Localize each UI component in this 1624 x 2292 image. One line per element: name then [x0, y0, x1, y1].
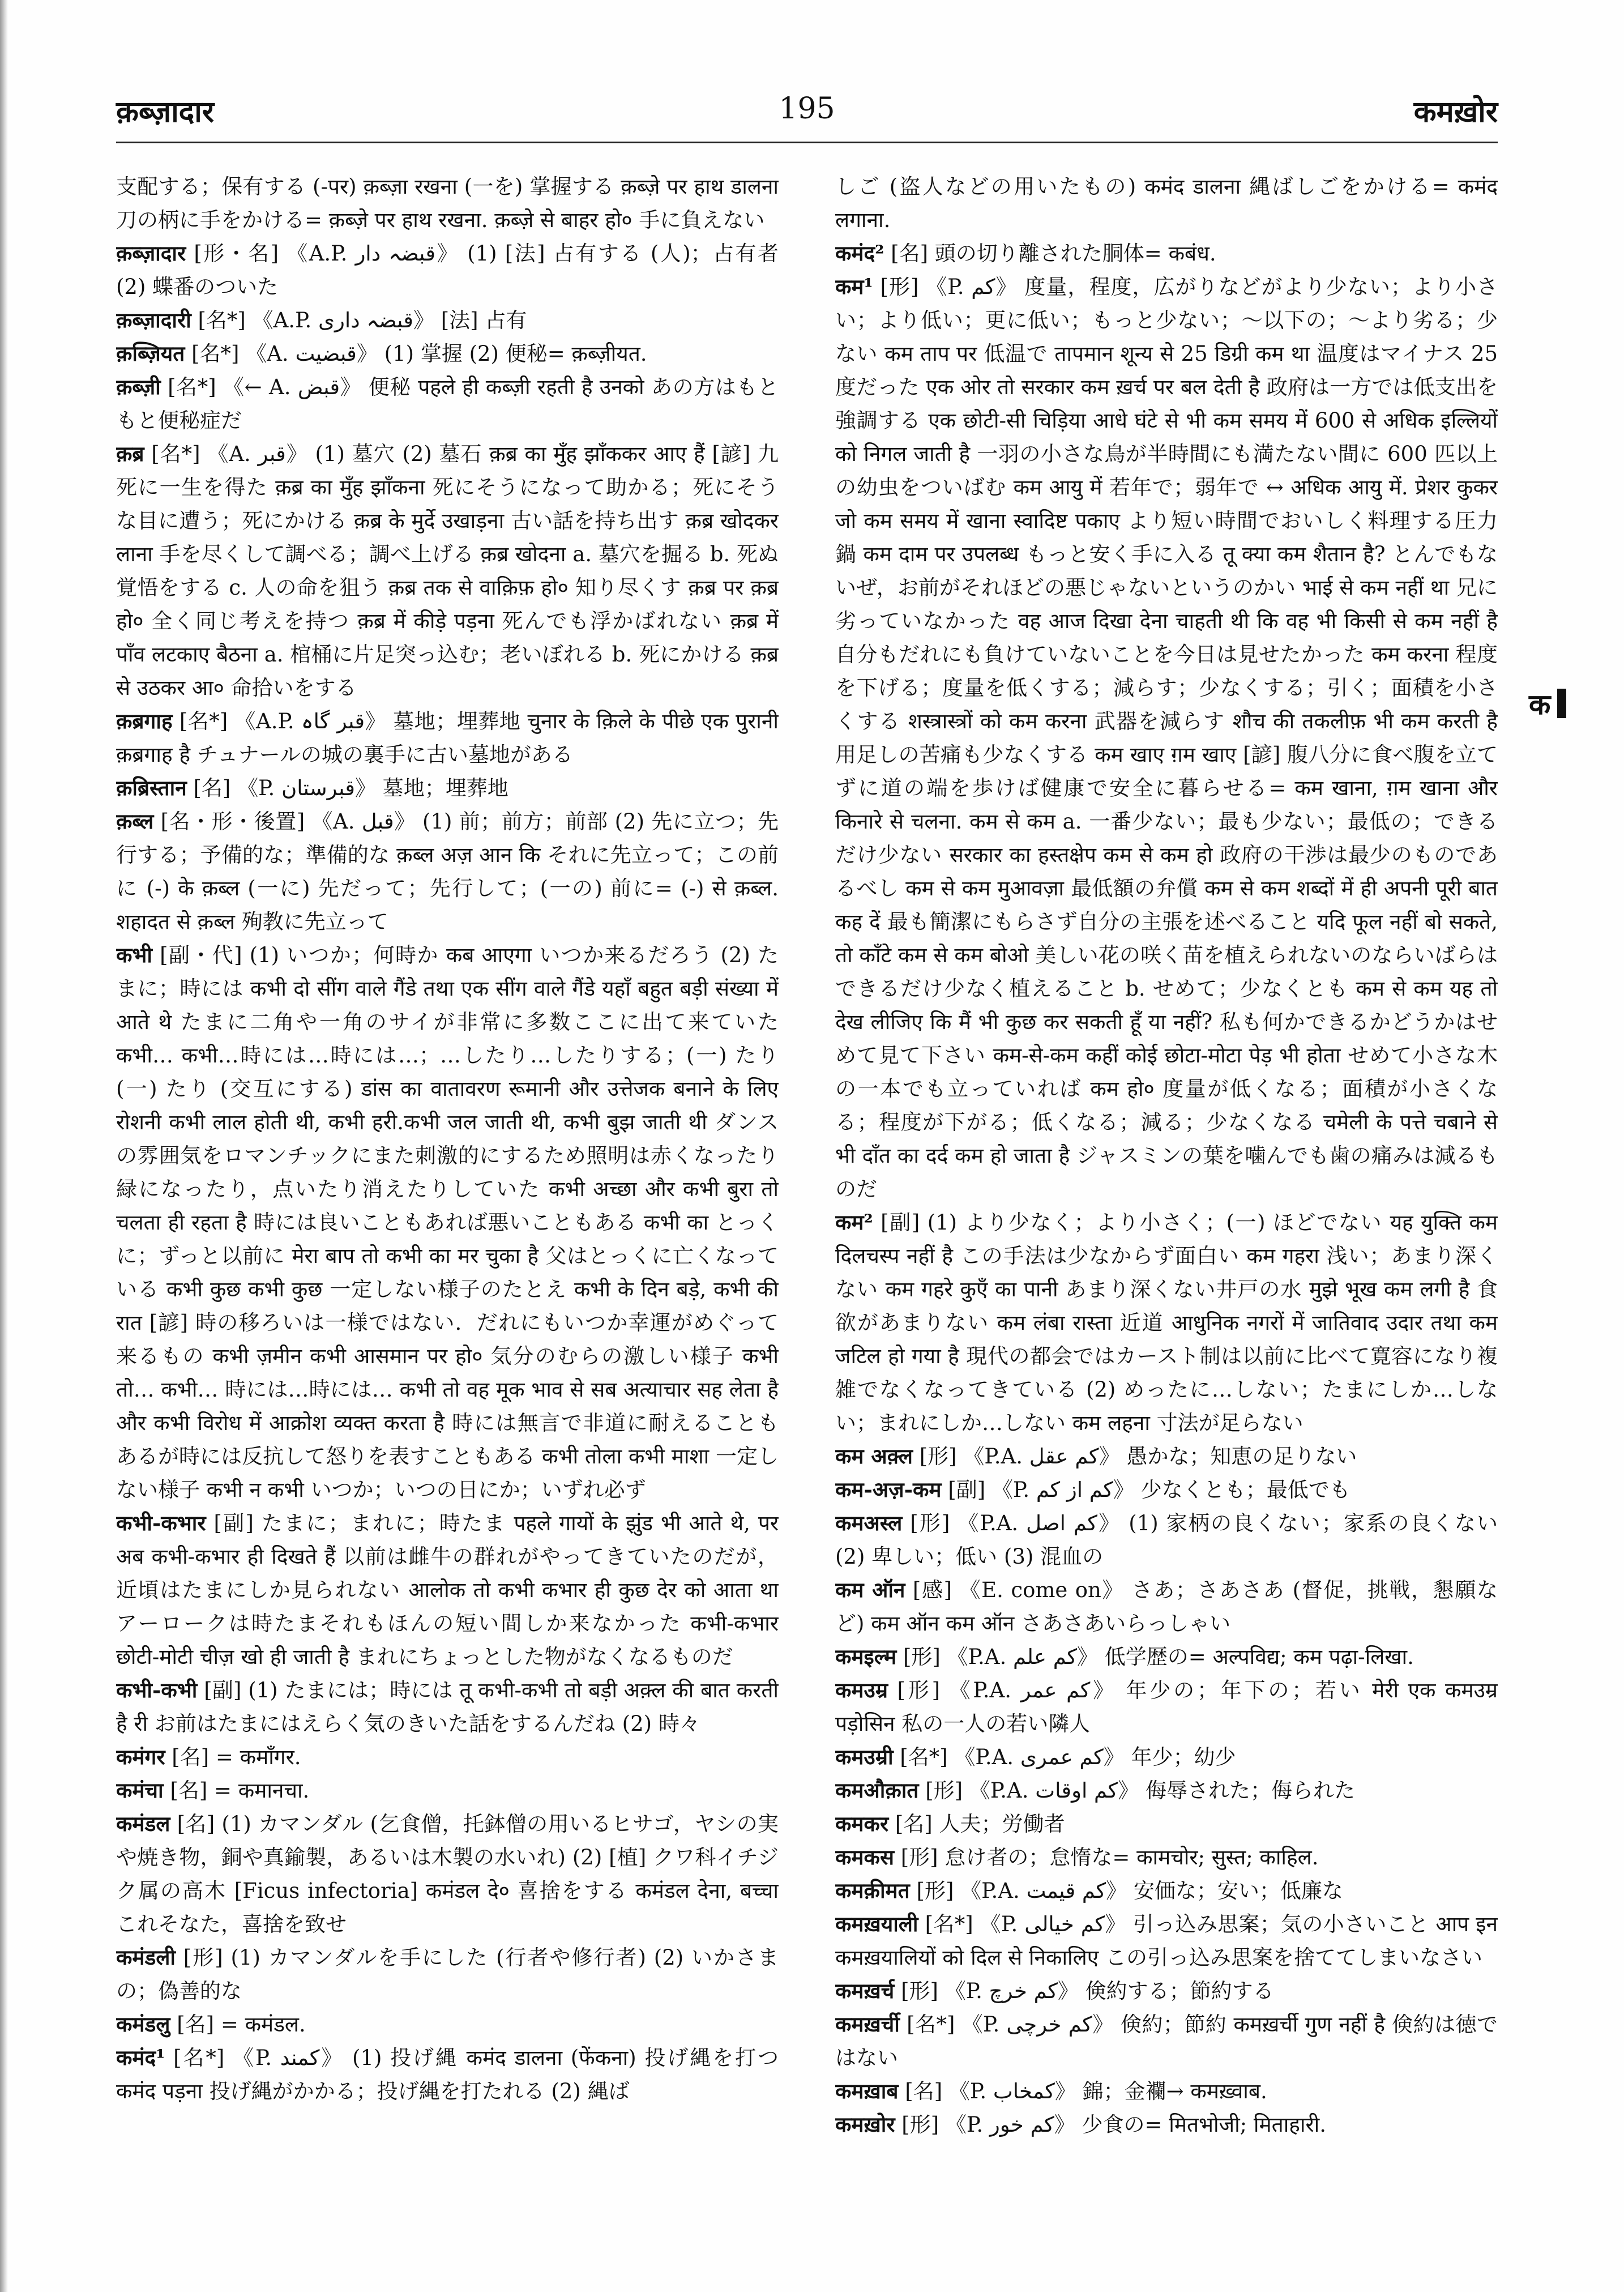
dictionary-entry: [116, 938, 779, 1506]
dictionary-entry: [116, 237, 779, 304]
entry-definition: [名*] 《A.P. قبر گاہ》 墓地；埋葬地 चुनार के क़िले के पीछे एक पुरानी क़ब्रगाह है チュナールの城の裏手に古い墓地がある: [116, 709, 779, 767]
entry-definition: [形] 《P. کم》 度量，程度，広がりなどがより少ない；より小さい；より低い；更に低い；もっと少ない；〜以下の；〜より劣る；少ない कम ताप पर 低温で तापमान शून्य से 25 डिग्री कम था 温度はマイナス 25 度だった एक ओर तो सरकार कम ख़र्च पर बल देती है 政府は一方では低支出を強調する एक छोटी-सी चिड़िया आधे घंटे से भी कम समय में 600 से अधिक इल्लियों को निगल जाती है 一羽の小さな鳥が半時間にも満たない間に 600 匹以上の幼虫をついばむ कम आयु में 若年で；弱年で ↔ अधिक आयु में. प्रेशर कुकर जो कम समय में खाना स्वादिष्ट पकाए より短い時間でおいしく料理する圧力鍋 कम दाम पर उपलब्ध もっと安く手に入る तू क्या कम शैतान है? とんでもないぜ，お前がそれほどの悪じゃないというのかい भाई से कम नहीं था 兄に劣っていなかった वह आज दिखा देना चाहती थी कि वह भी किसी से कम नहीं है 自分もだれにも負けていないことを今日は見せたかった कम करना 程度を下げる；度量を低くする；減らす；少なくする；引く；面積を小さくする शस्त्रास्त्रों को कम करना 武器を減らす शौच की तकलीफ़ भी कम करती है 用足しの苦痛も少なくする कम खाए ग़म खाए [諺] 腹八分に食べ腹を立てずに道の端を歩けば健康で安全に暮らせる= कम खाना, ग़म खाना और किनारे से चलना. कम से कम a. 一番少ない；最も少ない；最低の；できるだけ少ない सरकार का हस्तक्षेप कम से कम हो 政府の干渉は最少のものであるべし कम से कम मुआवज़ा 最低額の弁償 कम से कम शब्दों में ही अपनी पूरी बात कह दें 最も簡潔にもらさず自分の主張を述べること यदि फूल नहीं बो सकते, तो काँटे कम से कम बोओ 美しい花の咲く苗を植えられないのならいばらはできるだけ少なく植えること b. せめて；少なくとも कम से कम यह तो देख लीजिए कि मैं भी कुछ कर सकती हूँ या नहीं? 私も何かできるかどうかはせめて見て下さい कम-से-कम कहीं कोई छोटा-मोटा पेड़ भी होता せめて小さな木の一本でも立っていれば कम हो० 度量が低くなる；面積が小さくなる；程度が下がる；低くなる；減る；少なくなる चमेली के पत्ते चबाने से भी दाँत का दर्द कम हो जाता है ジャスミンの葉を噛んでも歯の痛みは減るものだ: [835, 275, 1498, 1201]
thumb-index-marker: [1557, 689, 1566, 718]
dictionary-entry: [835, 170, 1498, 237]
entry-headword: क़ब्ल: [116, 809, 154, 834]
entry-headword: कमउम्र: [835, 1678, 888, 1702]
dictionary-entry: [116, 771, 779, 805]
dictionary-entry: [116, 170, 779, 237]
entry-definition: [名] 《P. قبرستان》 墓地；埋葬地: [193, 776, 508, 800]
entry-headword: कम ऑन: [835, 1577, 905, 1602]
entry-headword: कम²: [835, 1210, 873, 1235]
entry-definition: [副] 《P. کم از کم》 少なくとも；最低でも: [948, 1478, 1351, 1502]
dictionary-entry: [835, 1807, 1498, 1841]
entry-definition: [感] 《E. come on》 さあ；さあさあ (督促，挑戦，懇願など) कम ऑन कम ऑन さあさあいらっしゃい: [835, 1578, 1498, 1636]
entry-headword: क़ब्रिस्तान: [116, 775, 187, 800]
entry-definition: [名] 人夫；労働者: [895, 1812, 1065, 1836]
dictionary-entry: [835, 1740, 1498, 1774]
entry-headword: कमकस: [835, 1845, 894, 1870]
dictionary-entry: [116, 437, 779, 705]
dictionary-entry: [116, 337, 779, 370]
entry-definition: [名*] 《A. قبضیت》 (1) 掌握 (2) 便秘= क़ब्ज़ीयत.: [191, 342, 647, 366]
entry-definition: [形] 《P.A. کم اصل》 (1) 家柄の良くない；家系の良くない (2) 卑しい；低い (3) 混血の: [835, 1511, 1498, 1569]
entry-headword: क़ब्ज़ियत: [116, 341, 185, 366]
entry-definition: [形] (1) カマンダルを手にした (行者や修行者) (2) いかさまの；偽善的な: [116, 1945, 779, 2003]
right-guide-word: कमख़ोर: [1413, 95, 1498, 129]
entry-headword: कमकर: [835, 1811, 889, 1836]
dictionary-entry: [116, 1506, 779, 1674]
entry-definition: [形] 怠け者の；怠惰な= कामचोर; सुस्त; काहिल.: [900, 1845, 1319, 1870]
entry-headword: कमंडली: [116, 1945, 176, 1970]
thumb-index-tab: [1529, 685, 1566, 722]
entry-headword: कमख़ाब: [835, 2078, 899, 2103]
entry-definition: [名*] 《A.P. قبضہ داری》 [法] 占有: [198, 308, 527, 332]
dictionary-entry: [116, 304, 779, 337]
dictionary-entry: [116, 705, 779, 771]
entry-definition: [形・名] 《A.P. قبضہ دار》 (1) [法] 占有する (人)；占有者 (2) 蝶番のついた: [116, 241, 779, 299]
entry-headword: कमख़र्ची: [835, 2012, 900, 2037]
dictionary-entry: [835, 1674, 1498, 1740]
entry-headword: कमंद¹: [116, 2045, 165, 2070]
dictionary-entry: [116, 2041, 779, 2108]
dictionary-entry: [835, 270, 1498, 1206]
entry-headword: कभी: [116, 942, 153, 967]
entry-headword: कमऔक़ात: [835, 1778, 919, 1803]
dictionary-entry: [835, 237, 1498, 270]
entry-definition: [形] 《P. کم خور》 少食の= मितभोजी; मिताहारी.: [901, 2112, 1326, 2137]
dictionary-entry: [835, 2008, 1498, 2075]
entry-headword: कभी-कभी: [116, 1678, 198, 1702]
dictionary-entry: [116, 370, 779, 437]
entry-headword: कमख़र्च: [835, 1978, 895, 2003]
entry-definition: 支配する；保有する (-पर) क़ब्ज़ा रखना (一を) 掌握する क़ब्ज़े पर हाथ डालना 刀の柄に手をかける= क़ब्ज़े पर हाथ रखना. क़ब्ज़े से बाहर हो० 手に負えない: [116, 174, 779, 232]
entry-headword: क़ब्ज़ादार: [116, 241, 186, 266]
entry-definition: [名] = कमानचा.: [170, 1778, 310, 1803]
page-binding-edge: [0, 0, 8, 2292]
entry-headword: क़ब्र: [116, 441, 144, 466]
page-number: 195: [779, 92, 835, 126]
entry-headword: कमंगर: [116, 1744, 165, 1769]
entry-definition: [副] (1) たまには；時には तू कभी-कभी तो बड़ी अक़्ल की बात करती है री お前はたまにはえらく気のきいた話をするんだね (2) 時々: [116, 1678, 779, 1736]
entry-definition: [形] 《P. کم خرچ》 倹約する；節約する: [901, 1979, 1274, 2003]
dictionary-entry: [835, 1841, 1498, 1874]
entry-headword: कमंडल: [116, 1811, 170, 1836]
entry-definition: [名*] 《P. کم خرچی》 倹約；節約 कमख़र्ची गुण नहीं है 倹約は徳ではない: [835, 2012, 1498, 2070]
entry-definition: [形] 《P.A. کم اوقات》 侮辱された；侮られた: [925, 1778, 1356, 1803]
entry-headword: कमअस्ल: [835, 1510, 903, 1535]
dictionary-entry: [116, 1941, 779, 2008]
entry-headword: कमउम्री: [835, 1744, 894, 1769]
entry-headword: कमंचा: [116, 1778, 164, 1803]
dictionary-entry: [835, 2075, 1498, 2108]
entry-definition: [形] 《P.A. کم عمر》 年少の；年下の；若い मेरी एक कमउम्र पड़ोसिन 私の一人の若い隣人: [835, 1678, 1498, 1736]
entry-definition: [形] 《P.A. کم علم》 低学歴の= अल्पविद्य; कम पढ़ा-लिखा.: [903, 1645, 1414, 1669]
left-column: [116, 170, 779, 2197]
dictionary-entry: [116, 1740, 779, 1774]
entry-definition: [名] (1) カマンダル (乞食僧，托鉢僧の用いるヒサゴ，ヤシの実や焼き物，銅や真鍮製，あるいは木製の水いれ) (2) [植] クワ科イチジク属の高木 [Ficus infectoria] कमंडल दे० 喜捨をする कमंडल देना, बच्चा これそなた，喜捨を致せ: [116, 1812, 779, 1936]
dictionary-entry: [116, 1674, 779, 1740]
dictionary-entry: [835, 1874, 1498, 1907]
entry-definition: [名*] 《P. کم خیالی》 引っ込み思案；気の小さいこと आप इन कमख़यालियों को दिल से निकालिए この引っ込み思案を捨ててしまいなさい: [835, 1912, 1498, 1970]
entry-headword: कम अक़्ल: [835, 1444, 913, 1469]
dictionary-entry: [835, 1440, 1498, 1473]
entry-headword: क़ब्ज़ादारी: [116, 308, 191, 332]
entry-headword: क़ब्रगाह: [116, 708, 173, 733]
dictionary-entry: [835, 1974, 1498, 2008]
entry-definition: [副・代] (1) いつか；何時か कब आएगा いつか来るだろう (2) たまに；時には कभी दो सींग वाले गैंडे तथा एक सींग वाले गैंडे यहाँ बहुत बड़ी संख्या में आते थे たまに二角や一角のサイが非常に多数ここに出て来ていた कभी… कभी…時には…時には…；…したり…したりする；(一) たり (一) たり (交互にする) डांस का वातावरण रूमानी और उत्तेजक बनाने के लिए रोशनी कभी लाल होती थी, कभी हरी.कभी जल जाती थी, कभी बुझ जाती थी ダンスの雰囲気をロマンチックにまた刺激的にするため照明は赤くなったり緑になったり，点いたり消えたりしていた कभी अच्छा और कभी बुरा तो चलता ही रहता है 時には良いこともあれば悪いこともある कभी का とっくに；ずっと以前に मेरा बाप तो कभी का मर चुका है 父はとっくに亡くなっている कभी कुछ कभी कुछ 一定しない様子のたとえ कभी के दिन बड़े, कभी की रात [諺] 時の移ろいは一様ではない．だれにもいつか幸運がめぐって来るもの कभी ज़मीन कभी आसमान पर हो० 気分のむらの激しい様子 कभी तो… कभी… 時には…時には… कभी तो वह मूक भाव से सब अत्याचार सह लेता है और कभी विरोध में आक्रोश व्यक्त करता है 時には無言で非道に耐えることもあるが時には反抗して怒りを表すこともある कभी तोला कभी माशा 一定しない様子 कभी न कभी いつか；いつの日にか；いずれ必ず: [116, 943, 779, 1502]
entry-definition: [名] 頭の切り離された胴体= कबंध.: [891, 241, 1216, 266]
dictionary-entry: [835, 1907, 1498, 1974]
header-divider: [116, 142, 1498, 143]
entry-definition: [名*] 《P. کمند》 (1) 投げ縄 कमंद डालना (फेंकना) 投げ縄を打つ कमंद पड़ना 投げ縄がかかる；投げ縄を打たれる (2) 縄ば: [116, 2046, 779, 2103]
dictionary-entry: [116, 1774, 779, 1807]
dictionary-entry: [835, 1206, 1498, 1440]
entry-headword: कमंद²: [835, 241, 884, 266]
entry-definition: [副] (1) より少なく；より小さく；(一) ほどでない यह युक्ति कम दिलचस्प नहीं है この手法は少なからず面白い कम गहरा 浅い；あまり深くない कम गहरे कुएँ का पानी あまり深くない井戸の水 मुझे भूख कम लगी है 食欲があまりない कम लंबा रास्ता 近道 आधुनिक नगरों में जातिवाद उदार तथा कम जटिल हो गया है 現代の都会ではカースト制は以前に比べて寛容になり複雑でなくなってきている (2) めったに…しない；たまにしか…しない；まれにしか…しない कम लहना 寸法が足らない: [835, 1210, 1498, 1435]
entry-headword: कभी-कभार: [116, 1510, 206, 1535]
dictionary-entry: [116, 805, 779, 938]
dictionary-entry: [835, 1774, 1498, 1807]
entry-headword: कमंडलु: [116, 2012, 170, 2037]
entry-headword: कम¹: [835, 274, 873, 299]
entry-headword: कमइल्म: [835, 1644, 897, 1669]
entry-headword: कमख़ोर: [835, 2112, 895, 2137]
entry-headword: कम-अज़-कम: [835, 1477, 942, 1502]
dictionary-entry: [116, 1807, 779, 1941]
entry-headword: क़ब्ज़ी: [116, 374, 161, 399]
dictionary-entry: [835, 1573, 1498, 1640]
entry-definition: [名・形・後置] 《A. قبل》 (1) 前；前方；前部 (2) 先に立つ；先行する；予備的な；準備的な क़ब्ल अज़ आन कि それに先立って；この前に (-) के क़ब्ल (一に) 先だって；先行して；(一の) 前に= (-) से क़ब्ल. शहादत से क़ब्ल 殉教に先立って: [116, 809, 779, 934]
entry-definition: [名*] 《P.A. کم عمری》 年少；幼少: [900, 1745, 1236, 1769]
entry-definition: [形] 《P.A. کم عقل》 愚かな；知恵の足りない: [919, 1444, 1357, 1469]
page-header: [116, 91, 1498, 136]
entry-definition: しご (盗人などの用いたもの) कमंद डालना 縄ばしごをかける= कमंद लगाना.: [835, 174, 1498, 232]
right-column: [835, 170, 1498, 2197]
entry-definition: [名] 《P. کمخاب》 錦；金襴→ कमख़्वाब.: [905, 2079, 1267, 2103]
dictionary-entry: [116, 2008, 779, 2041]
entry-definition: [名*] 《← A. قبض》 便秘 पहले ही कब्ज़ी रहती है उनको あの方はもともと便秘症だ: [116, 375, 779, 433]
thumb-index-letter: क: [1529, 688, 1551, 721]
entry-definition: [名*] 《A. قبر》 (1) 墓穴 (2) 墓石 क़ब्र का मुँह झाँककर आए हैं [諺] 九死に一生を得た क़ब्र का मुँह झाँकना 死にそうになって助かる；死にそうな目に遭う；死にかける क़ब्र के मुर्दे उखाड़ना 古い話を持ち出す क़ब्र खोदकर लाना 手を尽くして調べる；調べ上げる क़ब्र खोदना a. 墓穴を掘る b. 死ぬ覚悟をする c. 人の命を狙う क़ब्र तक से वाक़िफ़ हो० 知り尽くす क़ब्र पर क़ब्र हो० 全く同じ考えを持つ क़ब्र में कीड़े पड़ना 死んでも浮かばれない क़ब्र में पाँव लटकाए बैठना a. 棺桶に片足突っ込む；老いぼれる b. 死にかける क़ब्र से उठकर आ० 命拾いをする: [116, 442, 779, 700]
dictionary-entry: [835, 1506, 1498, 1573]
entry-definition: [副] たまに；まれに；時たま पहले गायों के झुंड भी आते थे, पर अब कभी-कभार ही दिखते हैं 以前は雌牛の群れがやってきていたのだが，近頃はたまにしか見られない आलोक तो कभी कभार ही कुछ देर को आता था アーロークは時たまそれもほんの短い間しか来なかった कभी-कभार छोटी-मोटी चीज़ खो ही जाती है まれにちょっとした物がなくなるものだ: [116, 1511, 779, 1669]
entry-definition: [名] = कमाँगर.: [172, 1745, 301, 1769]
left-guide-word: क़ब्ज़ादार: [116, 95, 215, 129]
dictionary-entry: [835, 2108, 1498, 2141]
dictionary-entry: [835, 1473, 1498, 1506]
entry-headword: कमक़ीमत: [835, 1878, 910, 1903]
entry-definition: [形] 《P.A. کم قیمت》 安価な；安い；低廉な: [916, 1879, 1343, 1903]
entry-headword: कमख़याली: [835, 1911, 918, 1936]
entry-definition: [名] = कमंडल.: [177, 2012, 306, 2037]
dictionary-entry: [835, 1640, 1498, 1674]
